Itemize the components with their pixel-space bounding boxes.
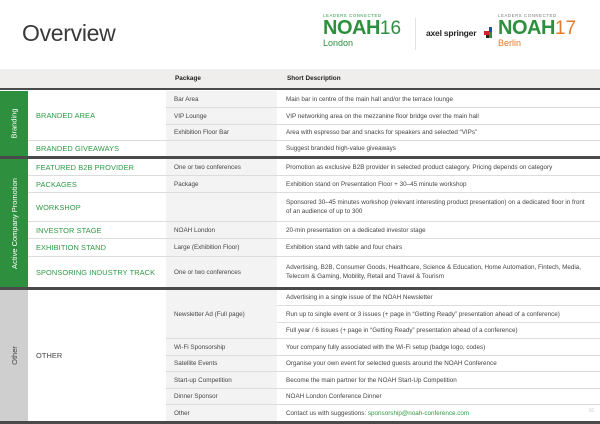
axel-springer-mark-icon	[484, 27, 494, 38]
description-cell: Advertising, B2B, Consumer Goods, Healthcare, Science & Education, Home Automation, Fintech, Media, Telecom & Gaming, Mobility, Retail and Travel & Tourism	[277, 257, 600, 287]
axel-springer-logo-text: axel springer	[426, 28, 477, 38]
description-cell: Your company fully associated with the Wi-Fi setup (badge logo, codes)	[277, 339, 600, 355]
section-active-company-promotion	[0, 159, 600, 287]
package-cell: Package	[166, 176, 277, 192]
description-cell: NOAH London Conference Dinner	[277, 389, 600, 404]
description-cell	[277, 405, 600, 421]
table-row	[277, 323, 600, 339]
noah17-berlin-logo	[498, 13, 598, 55]
description-cell: VIP networking area on the mezzanine floor bridge over the main hall	[277, 108, 600, 124]
table-row	[166, 372, 600, 389]
package-cell: Satellite Events	[166, 356, 277, 371]
logo-tagline: LEADERS CONNECTED	[498, 13, 557, 18]
table-row	[166, 356, 600, 372]
package-cell	[166, 141, 277, 156]
logo-number: 16	[379, 18, 402, 39]
table-row	[28, 290, 166, 421]
table-row	[166, 108, 600, 125]
description-cell: Become the main partner for the NOAH Start-Up Competition	[277, 372, 600, 388]
table-header	[0, 69, 600, 90]
contact-text: Contact us with suggestions:	[286, 409, 367, 417]
logo-number: 17	[554, 18, 577, 39]
table-row	[28, 176, 600, 193]
item-name: OTHER	[28, 290, 166, 421]
package-cell: NOAH London	[166, 222, 277, 238]
sponsorship-email-link[interactable]: sponsorship@noah-conference.com	[367, 409, 470, 417]
logo-word: NOAH	[323, 17, 380, 39]
package-cell	[166, 193, 277, 221]
package-cell: Exhibition Floor Bar	[166, 125, 277, 140]
description-cell: Organise your own event for selected guests around the NOAH Conference	[277, 356, 600, 371]
table-row	[166, 405, 600, 421]
table-row	[28, 222, 600, 239]
description-cell: Sponsored 30–45 minutes workshop (relevant interesting product presentation) on a dedicated floor in front of an audience of up to 300	[277, 193, 600, 221]
description-cell: Run up to single event or 3 issues (+ page in “Getting Ready” presentation ahead of a conference)	[277, 306, 600, 322]
item-name: WORKSHOP	[28, 193, 166, 221]
description-cell: Main bar in centre of the main hall and/or the terrace lounge	[277, 91, 600, 107]
noah16-london-logo	[323, 13, 411, 55]
header-package: Package	[175, 75, 201, 82]
table-row	[166, 290, 277, 339]
package-cell: Start-up Competition	[166, 372, 277, 388]
item-name: SPONSORING INDUSTRY TRACK	[28, 257, 166, 287]
package-cell: One or two conferences	[166, 257, 277, 287]
table-row	[28, 257, 600, 287]
description-cell: Advertising in a single issue of the NOAH Newsletter	[277, 290, 600, 305]
table-row	[166, 125, 600, 141]
table-row	[28, 141, 600, 156]
item-name: BRANDED GIVEAWAYS	[28, 141, 166, 156]
description-cell: Full year / 6 issues (+ page in “Getting Ready” presentation ahead of a conference)	[277, 323, 600, 338]
description-cell: Promotion as exclusive B2B provider in selected product category. Pricing depends on category	[277, 159, 600, 175]
section-other	[0, 290, 600, 421]
package-cell: Other	[166, 405, 277, 421]
table-row	[28, 193, 600, 222]
table-row	[166, 389, 600, 405]
package-cell: Newsletter Ad (Full page)	[166, 290, 277, 338]
package-cell: Wi-Fi Sponsorship	[166, 339, 277, 355]
section-label-active-company-promotion: Active Company Promotion	[0, 159, 28, 287]
logo-city: London	[323, 38, 354, 48]
table-row	[166, 91, 600, 108]
table-row	[166, 339, 600, 356]
table-row	[277, 290, 600, 306]
package-cell: One or two conferences	[166, 159, 277, 175]
description-cell: Suggest branded high-value giveaways	[277, 141, 600, 156]
description-cell: 20-min presentation on a dedicated investor stage	[277, 222, 600, 238]
section-branding	[0, 91, 600, 156]
package-cell: Bar Area	[166, 91, 277, 107]
section-label-branding: Branding	[0, 91, 28, 156]
header-short-description: Short Description	[287, 75, 341, 82]
logo-city: Berlin	[498, 38, 522, 48]
item-name: FEATURED B2B PROVIDER	[28, 159, 166, 175]
logo-divider	[415, 18, 416, 50]
page-number: 16	[588, 408, 594, 414]
section-label-other: Other	[0, 290, 28, 421]
item-name: EXHIBITION STAND	[28, 239, 166, 256]
description-cell: Area with espresso bar and snacks for speakers and selected “VIPs”	[277, 125, 600, 140]
description-cell: Exhibition stand on Presentation Floor + 30–45 minute workshop	[277, 176, 600, 192]
package-cell: VIP Lounge	[166, 108, 277, 124]
item-name: BRANDED AREA	[28, 91, 166, 140]
item-name: PACKAGES	[28, 176, 166, 192]
logo-tagline: LEADERS CONNECTED	[323, 13, 382, 18]
table-row	[277, 306, 600, 323]
item-name: INVESTOR STAGE	[28, 222, 166, 238]
package-cell: Large (Exhibition Floor)	[166, 239, 277, 256]
package-cell: Dinner Sponsor	[166, 389, 277, 404]
table-row	[28, 159, 600, 176]
logo-word: NOAH	[498, 17, 555, 39]
description-cell: Exhibition stand with table and four chairs	[277, 239, 600, 256]
page-title: Overview	[22, 20, 116, 46]
table-row	[28, 239, 600, 257]
